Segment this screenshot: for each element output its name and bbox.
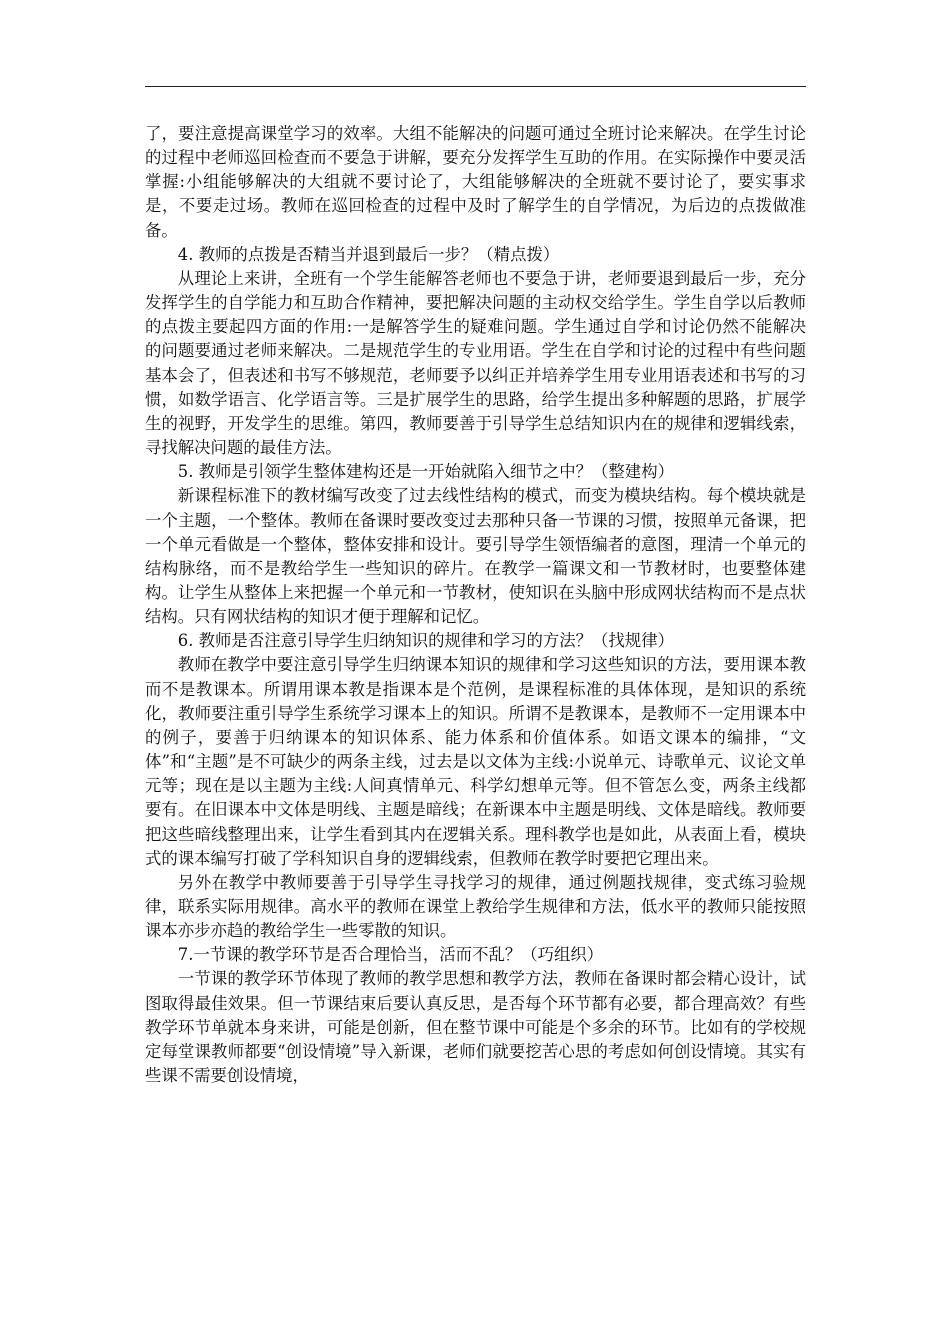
header-rule bbox=[145, 86, 806, 87]
section-heading-5: 5. 教师是引领学生整体建构还是一开始就陷入细节之中？（整建构） bbox=[177, 462, 674, 482]
paragraph: 一节课的教学环节体现了教师的教学思想和教学方法，教师在备课时都会精心设计，试图取得最佳效果。但一节课结束后要认真反思，是否每个环节都有必要，都合理高效？有些教学环节单就本身来讲，可能是创新，但在整节课中可能是个多余的环节。比如有的学校规定每堂课教师都要“创设情境”导入新课，老师们就要挖苦心思的考虑如何创设情境。其实有些课不需要创设情境， bbox=[145, 969, 806, 1086]
body-text bbox=[145, 122, 806, 1088]
section-heading-7: 7.一节课的教学环节是否合理恰当，活而不乱？（巧组织） bbox=[177, 945, 604, 965]
paragraph-continued: 了，要注意提高课堂学习的效率。大组不能解决的问题可通过全班讨论来解决。在学生讨论的过程中老师巡回检查而不要急于讲解，要充分发挥学生互助的作用。在实际操作中要灵活掌握:小组能够解决的大组就不要讨论了，大组能够解决的全班就不要讨论了，要实事求是，不要走过场。教师在巡回检查的过程中及时了解学生的自学情况，为后边的点拨做准备。 bbox=[145, 124, 806, 240]
section-heading-6: 6. 教师是否注意引导学生归纳知识的规律和学习的方法？（找规律） bbox=[177, 631, 674, 651]
paragraph: 教师在教学中要注意引导学生归纳课本知识的规律和学习这些知识的方法，要用课本教而不是教课本。所谓用课本教是指课本是个范例，是课程标准的具体体现，是知识的系统化，教师要注重引导学生系统学习课本上的知识。所谓不是教课本，是教师不一定用课本中的例子，要善于归纳课本的知识体系、能力体系和价值体系。如语文课本的编排，“文体”和“主题”是不可缺少的两条主线，过去是以文体为主线:小说单元、诗歌单元、议论文单元等；现在是以主题为主线:人间真情单元、科学幻想单元等。但不管怎么变，两条主线都要有。在旧课本中文体是明线、主题是暗线；在新课本中主题是明线、文体是暗线。教师要把这些暗线整理出来，让学生看到其内在逻辑关系。理科教学也是如此，从表面上看，模块式的课本编写打破了学科知识自身的逻辑线索，但教师在教学时要把它理出来。 bbox=[145, 655, 806, 868]
paragraph: 新课程标准下的教材编写改变了过去线性结构的模式，而变为模块结构。每个模块就是一个主题，一个整体。教师在备课时要改变过去那种只备一节课的习惯，按照单元备课，把一个单元看做是一个整体，整体安排和设计。要引导学生领悟编者的意图，理清一个单元的结构脉络，而不是教给学生一些知识的碎片。在教学一篇课文和一节教材时，也要整体建构。让学生从整体上来把握一个单元和一节教材，使知识在头脑中形成网状结构而不是点状结构。只有网状结构的知识才便于理解和记忆。 bbox=[145, 486, 806, 627]
paragraph: 从理论上来讲，全班有一个学生能解答老师也不要急于讲，老师要退到最后一步，充分发挥学生的自学能力和互助合作精神，要把解决问题的主动权交给学生。学生自学以后教师的点拨主要起四方面的作用:一是解答学生的疑难问题。学生通过自学和讨论仍然不能解决的问题要通过老师来解决。二是规范学生的专业用语。学生在自学和讨论的过程中有些问题基本会了，但表述和书写不够规范，老师要予以纠正并培养学生用专业用语表述和书写的习惯，如数学语言、化学语言等。三是扩展学生的思路，给学生提出多种解题的思路，扩展学生的视野，开发学生的思维。第四，教师要善于引导学生总结知识内在的规律和逻辑线索，寻找解决问题的最佳方法。 bbox=[145, 268, 806, 458]
paragraph: 另外在教学中教师要善于引导学生寻找学习的规律，通过例题找规律，变式练习验规律，联系实际用规律。高水平的教师在课堂上教给学生规律和方法，低水平的教师只能按照课本亦步亦趋的教给学生一些零散的知识。 bbox=[145, 872, 806, 941]
section-heading-4: 4. 教师的点拨是否精当并退到最后一步？（精点拨） bbox=[177, 244, 560, 264]
